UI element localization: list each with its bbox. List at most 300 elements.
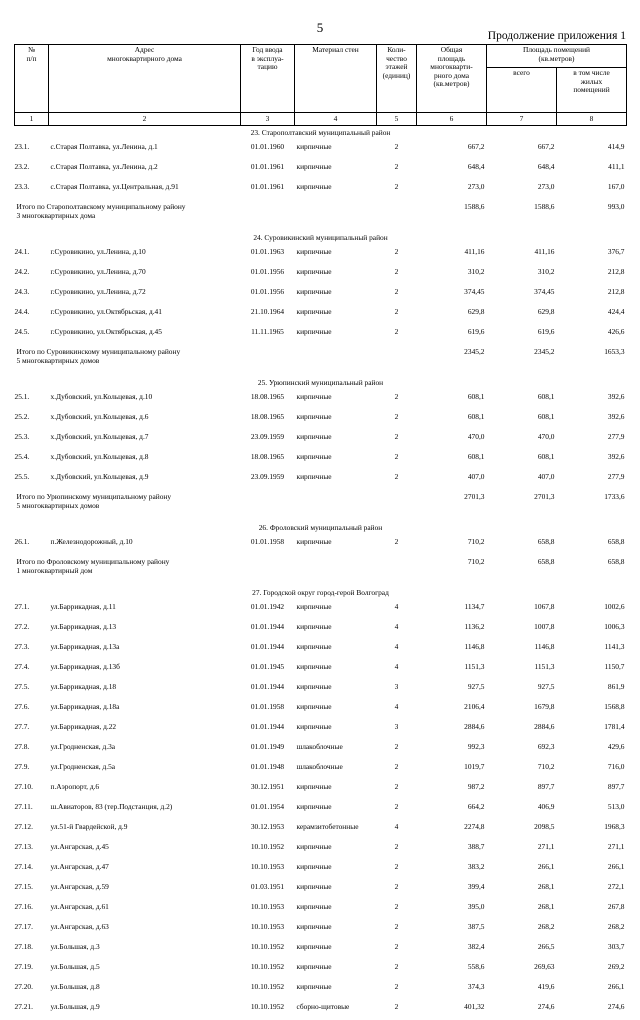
residential-area: 392,6: [557, 410, 627, 430]
premises-area: 406,9: [487, 800, 557, 820]
row-number: 23.2.: [15, 160, 49, 180]
year-built: 01.01.1958: [241, 535, 295, 555]
table-row: [15, 860, 627, 880]
wall-material: кирпичные: [295, 920, 377, 940]
floors: 2: [377, 860, 417, 880]
residential-area: 1568,8: [557, 700, 627, 720]
address: г.Суровикино, ул.Ленина, д.70: [49, 265, 241, 285]
address: ул.Ангарская, д.61: [49, 900, 241, 920]
total-area: 374,3: [417, 980, 487, 1000]
row-number: 25.1.: [15, 390, 49, 410]
table-row: [15, 140, 627, 160]
premises-area: 608,1: [487, 390, 557, 410]
premises-area: 266,5: [487, 940, 557, 960]
wall-material: кирпичные: [295, 245, 377, 265]
year-built: 10.10.1952: [241, 980, 295, 1000]
total-row: [15, 555, 627, 586]
total-area: 407,0: [417, 470, 487, 490]
floors: 2: [377, 840, 417, 860]
wall-material: кирпичные: [295, 430, 377, 450]
address: г.Суровикино, ул.Октябрьская, д.45: [49, 325, 241, 345]
floors: 2: [377, 800, 417, 820]
table-row: [15, 245, 627, 265]
floors: 2: [377, 940, 417, 960]
floors: 4: [377, 820, 417, 840]
total-area: 608,1: [417, 410, 487, 430]
residential-area-sum: 1733,6: [557, 490, 627, 521]
wall-material: кирпичные: [295, 410, 377, 430]
header-residential: в том числе жилых помещений: [557, 68, 627, 113]
residential-area: 897,7: [557, 780, 627, 800]
table-row: [15, 450, 627, 470]
wall-material: шлакоблочные: [295, 760, 377, 780]
residential-area-sum: 993,0: [557, 200, 627, 231]
address: г.Суровикино, ул.Ленина, д.10: [49, 245, 241, 265]
total-area: 388,7: [417, 840, 487, 860]
year-built: 10.10.1952: [241, 1000, 295, 1020]
table-row: [15, 180, 627, 200]
address: с.Старая Полтавка, ул.Центральная, д.91: [49, 180, 241, 200]
address: ул.Баррикадная, д.22: [49, 720, 241, 740]
header-year: Год ввода в эксплуа- тацию: [241, 45, 295, 113]
wall-material: кирпичные: [295, 980, 377, 1000]
table-row: [15, 410, 627, 430]
address: ул.Большая, д.9: [49, 1000, 241, 1020]
section-title-row: [15, 586, 627, 600]
wall-material: кирпичные: [295, 160, 377, 180]
row-number: 24.5.: [15, 325, 49, 345]
section-title-row: [15, 376, 627, 390]
address: п.Аэропорт, д.6: [49, 780, 241, 800]
year-built: 01.01.1956: [241, 285, 295, 305]
floors: 2: [377, 960, 417, 980]
wall-material: кирпичные: [295, 900, 377, 920]
table-row: [15, 660, 627, 680]
row-number: 27.6.: [15, 700, 49, 720]
residential-area: 266,1: [557, 980, 627, 1000]
address: ул.Большая, д.5: [49, 960, 241, 980]
row-number: 27.14.: [15, 860, 49, 880]
year-built: 10.10.1953: [241, 920, 295, 940]
address: х.Дубовский, ул.Кольцевая, д.10: [49, 390, 241, 410]
row-number: 24.3.: [15, 285, 49, 305]
row-number: 25.5.: [15, 470, 49, 490]
premises-area: 608,1: [487, 450, 557, 470]
residential-area: 1968,3: [557, 820, 627, 840]
floors: 4: [377, 600, 417, 620]
premises-area-sum: 1588,6: [487, 200, 557, 231]
row-number: 27.18.: [15, 940, 49, 960]
table-row: [15, 760, 627, 780]
residential-area-sum: 658,8: [557, 555, 627, 586]
floors: 2: [377, 980, 417, 1000]
section-title-row: [15, 126, 627, 141]
residential-area: 392,6: [557, 390, 627, 410]
table-body: [15, 126, 627, 1020]
table-row: [15, 700, 627, 720]
row-number: 27.5.: [15, 680, 49, 700]
floors: 2: [377, 535, 417, 555]
table-row: [15, 640, 627, 660]
year-built: 30.12.1953: [241, 820, 295, 840]
row-number: 24.4.: [15, 305, 49, 325]
address: ш.Авиаторов, 83 (тер.Подстанция, д.2): [49, 800, 241, 820]
wall-material: кирпичные: [295, 680, 377, 700]
row-number: 27.15.: [15, 880, 49, 900]
wall-material: кирпичные: [295, 780, 377, 800]
premises-area: 411,16: [487, 245, 557, 265]
total-area: 927,5: [417, 680, 487, 700]
total-label: Итого по Фроловскому муниципальному району 1 многоквартирный дом: [15, 555, 417, 586]
floors: 2: [377, 450, 417, 470]
residential-area: 1006,3: [557, 620, 627, 640]
floors: 2: [377, 285, 417, 305]
premises-area: 419,6: [487, 980, 557, 1000]
floors: 2: [377, 180, 417, 200]
continuation-label: Продолжение приложения 1: [488, 30, 626, 42]
year-built: 18.08.1965: [241, 410, 295, 430]
wall-material: кирпичные: [295, 800, 377, 820]
wall-material: кирпичные: [295, 640, 377, 660]
wall-material: сборно-щитовые: [295, 1000, 377, 1020]
year-built: 01.01.1954: [241, 800, 295, 820]
floors: 2: [377, 140, 417, 160]
floors: 3: [377, 680, 417, 700]
row-number: 27.2.: [15, 620, 49, 640]
wall-material: кирпичные: [295, 325, 377, 345]
premises-area: 1007,8: [487, 620, 557, 640]
header-address: Адрес многоквартирного дома: [49, 45, 241, 113]
year-built: 01.01.1944: [241, 720, 295, 740]
row-number: 26.1.: [15, 535, 49, 555]
total-area: 608,1: [417, 450, 487, 470]
total-area: 374,45: [417, 285, 487, 305]
residential-area: 269,2: [557, 960, 627, 980]
residential-area: 414,9: [557, 140, 627, 160]
section-title: 25. Урюпинский муниципальный район: [15, 376, 627, 390]
table-row: [15, 600, 627, 620]
residential-area: 266,1: [557, 860, 627, 880]
residential-area: 303,7: [557, 940, 627, 960]
address: х.Дубовский, ул.Кольцевая, д.6: [49, 410, 241, 430]
premises-area: 608,1: [487, 410, 557, 430]
address: г.Суровикино, ул.Ленина, д.72: [49, 285, 241, 305]
floors: 4: [377, 700, 417, 720]
premises-area: 2884,6: [487, 720, 557, 740]
residential-area-sum: 1653,3: [557, 345, 627, 376]
floors: 4: [377, 640, 417, 660]
total-label: Итого по Суровикинскому муниципальному району 5 многоквартирных домов: [15, 345, 417, 376]
row-number: 27.21.: [15, 1000, 49, 1020]
address: с.Старая Полтавка, ул.Ленина, д.2: [49, 160, 241, 180]
col-number: 5: [377, 113, 417, 126]
section-title-row: [15, 231, 627, 245]
total-area: 1151,3: [417, 660, 487, 680]
floors: 2: [377, 760, 417, 780]
address: п.Железнодорожный, д.10: [49, 535, 241, 555]
table-row: [15, 840, 627, 860]
total-area: 273,0: [417, 180, 487, 200]
premises-area: 374,45: [487, 285, 557, 305]
floors: 2: [377, 780, 417, 800]
total-row: [15, 345, 627, 376]
premises-area-sum: 658,8: [487, 555, 557, 586]
wall-material: кирпичные: [295, 880, 377, 900]
floors: 2: [377, 390, 417, 410]
table-row: [15, 680, 627, 700]
residential-area: 212,8: [557, 265, 627, 285]
row-number: 27.17.: [15, 920, 49, 940]
header-floors: Коли- чество этажей (единиц): [377, 45, 417, 113]
total-area: 382,4: [417, 940, 487, 960]
address: ул.Гродненская, д.3а: [49, 740, 241, 760]
year-built: 10.10.1952: [241, 840, 295, 860]
table-row: [15, 470, 627, 490]
total-row: [15, 200, 627, 231]
row-number: 23.1.: [15, 140, 49, 160]
premises-area: 274,6: [487, 1000, 557, 1020]
total-area: 1019,7: [417, 760, 487, 780]
col-number: 3: [241, 113, 295, 126]
table-row: [15, 1000, 627, 1020]
floors: 2: [377, 1000, 417, 1020]
residential-area: 411,1: [557, 160, 627, 180]
total-area: 1136,2: [417, 620, 487, 640]
header-num: № п/п: [15, 45, 49, 113]
premises-area: 271,1: [487, 840, 557, 860]
address: ул.Баррикадная, д.18: [49, 680, 241, 700]
row-number: 25.4.: [15, 450, 49, 470]
year-built: 01.01.1961: [241, 160, 295, 180]
premises-area: 273,0: [487, 180, 557, 200]
wall-material: керамзитобетонные: [295, 820, 377, 840]
table-row: [15, 430, 627, 450]
row-number: 25.3.: [15, 430, 49, 450]
residential-area: 658,8: [557, 535, 627, 555]
section-title: 26. Фроловский муниципальный район: [15, 521, 627, 535]
total-area: 470,0: [417, 430, 487, 450]
table-row: [15, 160, 627, 180]
table-row: [15, 800, 627, 820]
table-row: [15, 325, 627, 345]
residential-area: 212,8: [557, 285, 627, 305]
col-number: 7: [487, 113, 557, 126]
total-label: Итого по Старополтавскому муниципальному району 3 многоквартирных дома: [15, 200, 417, 231]
floors: 2: [377, 920, 417, 940]
col-number: 4: [295, 113, 377, 126]
table-row: [15, 920, 627, 940]
wall-material: кирпичные: [295, 660, 377, 680]
year-built: 01.01.1945: [241, 660, 295, 680]
floors: 2: [377, 325, 417, 345]
premises-area: 667,2: [487, 140, 557, 160]
year-built: 10.10.1952: [241, 940, 295, 960]
address: ул.Ангарская, д.59: [49, 880, 241, 900]
premises-area: 897,7: [487, 780, 557, 800]
residential-area: 272,1: [557, 880, 627, 900]
floors: 2: [377, 740, 417, 760]
premises-area: 268,1: [487, 900, 557, 920]
premises-area: 1146,8: [487, 640, 557, 660]
total-area: 558,6: [417, 960, 487, 980]
address: ул.Большая, д.8: [49, 980, 241, 1000]
wall-material: кирпичные: [295, 620, 377, 640]
row-number: 24.1.: [15, 245, 49, 265]
table-row: [15, 740, 627, 760]
table-row: [15, 265, 627, 285]
address: х.Дубовский, ул.Кольцевая, д.8: [49, 450, 241, 470]
year-built: 01.01.1942: [241, 600, 295, 620]
wall-material: кирпичные: [295, 140, 377, 160]
wall-material: кирпичные: [295, 470, 377, 490]
total-area: 608,1: [417, 390, 487, 410]
floors: 2: [377, 430, 417, 450]
year-built: 01.01.1944: [241, 680, 295, 700]
table-row: [15, 940, 627, 960]
header-all: всего: [487, 68, 557, 113]
total-area: 411,16: [417, 245, 487, 265]
total-area: 2884,6: [417, 720, 487, 740]
residential-area: 277,9: [557, 470, 627, 490]
total-area: 395,0: [417, 900, 487, 920]
wall-material: кирпичные: [295, 535, 377, 555]
total-area: 399,4: [417, 880, 487, 900]
row-number: 27.7.: [15, 720, 49, 740]
row-number: 27.19.: [15, 960, 49, 980]
premises-area: 268,2: [487, 920, 557, 940]
table-header: [15, 45, 627, 126]
total-area-sum: 710,2: [417, 555, 487, 586]
residential-area: 274,6: [557, 1000, 627, 1020]
address: ул.Ангарская, д.45: [49, 840, 241, 860]
year-built: 10.10.1953: [241, 860, 295, 880]
total-row: [15, 490, 627, 521]
row-number: 27.11.: [15, 800, 49, 820]
year-built: 01.01.1960: [241, 140, 295, 160]
row-number: 27.16.: [15, 900, 49, 920]
premises-area: 692,3: [487, 740, 557, 760]
premises-area: 648,4: [487, 160, 557, 180]
row-number: 27.10.: [15, 780, 49, 800]
table-row: [15, 780, 627, 800]
wall-material: кирпичные: [295, 265, 377, 285]
address: ул.Баррикадная, д.18а: [49, 700, 241, 720]
premises-area: 927,5: [487, 680, 557, 700]
floors: 2: [377, 245, 417, 265]
premises-area: 310,2: [487, 265, 557, 285]
address: ул.Баррикадная, д.11: [49, 600, 241, 620]
total-area: 2274,8: [417, 820, 487, 840]
col-number: 8: [557, 113, 627, 126]
address: г.Суровикино, ул.Октябрьская, д.41: [49, 305, 241, 325]
floors: 4: [377, 660, 417, 680]
row-number: 27.1.: [15, 600, 49, 620]
total-area: 664,2: [417, 800, 487, 820]
table-row: [15, 390, 627, 410]
column-number-row: [15, 113, 627, 126]
row-number: 27.4.: [15, 660, 49, 680]
table-row: [15, 880, 627, 900]
premises-area: 266,1: [487, 860, 557, 880]
total-label: Итого по Урюпинскому муниципальному району 5 многоквартирных домов: [15, 490, 417, 521]
residential-area: 426,6: [557, 325, 627, 345]
wall-material: кирпичные: [295, 390, 377, 410]
residential-area: 277,9: [557, 430, 627, 450]
total-area: 648,4: [417, 160, 487, 180]
total-area: 1146,8: [417, 640, 487, 660]
header-premises-area: Площадь помещений (кв.метров): [487, 45, 627, 68]
address: ул.Большая, д.3: [49, 940, 241, 960]
residential-area: 1141,3: [557, 640, 627, 660]
table-row: [15, 720, 627, 740]
residential-area: 861,9: [557, 680, 627, 700]
total-area: 2106,4: [417, 700, 487, 720]
premises-area: 629,8: [487, 305, 557, 325]
address: ул.51-й Гвардейской, д.9: [49, 820, 241, 840]
residential-area: 1002,6: [557, 600, 627, 620]
total-area: 619,6: [417, 325, 487, 345]
residential-area: 271,1: [557, 840, 627, 860]
residential-area: 1781,4: [557, 720, 627, 740]
year-built: 18.08.1965: [241, 450, 295, 470]
year-built: 01.01.1956: [241, 265, 295, 285]
section-title: 27. Городской округ город-герой Волгоград: [15, 586, 627, 600]
total-area-sum: 1588,6: [417, 200, 487, 231]
header-material: Материал стен: [295, 45, 377, 113]
address: ул.Ангарская, д.63: [49, 920, 241, 940]
wall-material: кирпичные: [295, 700, 377, 720]
floors: 2: [377, 900, 417, 920]
wall-material: кирпичные: [295, 450, 377, 470]
residential-area: 424,4: [557, 305, 627, 325]
table-row: [15, 820, 627, 840]
floors: 2: [377, 265, 417, 285]
total-area-sum: 2701,3: [417, 490, 487, 521]
col-number: 2: [49, 113, 241, 126]
table-row: [15, 900, 627, 920]
total-area: 383,2: [417, 860, 487, 880]
section-title: 23. Старополтавский муниципальный район: [15, 126, 627, 141]
table-row: [15, 960, 627, 980]
total-area: 310,2: [417, 265, 487, 285]
col-number: 6: [417, 113, 487, 126]
total-area: 1134,7: [417, 600, 487, 620]
page-number: 5: [0, 20, 640, 36]
floors: 2: [377, 880, 417, 900]
address: с.Старая Полтавка, ул.Ленина, д.1: [49, 140, 241, 160]
premises-area: 1151,3: [487, 660, 557, 680]
row-number: 23.3.: [15, 180, 49, 200]
residential-area: 167,0: [557, 180, 627, 200]
total-area: 987,2: [417, 780, 487, 800]
wall-material: кирпичные: [295, 960, 377, 980]
year-built: 01.03.1951: [241, 880, 295, 900]
address: ул.Баррикадная, д.13б: [49, 660, 241, 680]
year-built: 01.01.1963: [241, 245, 295, 265]
total-area: 710,2: [417, 535, 487, 555]
wall-material: шлакоблочные: [295, 740, 377, 760]
address: ул.Баррикадная, д.13: [49, 620, 241, 640]
residential-area: 267,8: [557, 900, 627, 920]
premises-area: 2098,5: [487, 820, 557, 840]
address: ул.Ангарская, д.47: [49, 860, 241, 880]
section-title-row: [15, 521, 627, 535]
year-built: 01.01.1961: [241, 180, 295, 200]
total-area: 401,32: [417, 1000, 487, 1020]
row-number: 27.13.: [15, 840, 49, 860]
address: ул.Баррикадная, д.13а: [49, 640, 241, 660]
year-built: 11.11.1965: [241, 325, 295, 345]
